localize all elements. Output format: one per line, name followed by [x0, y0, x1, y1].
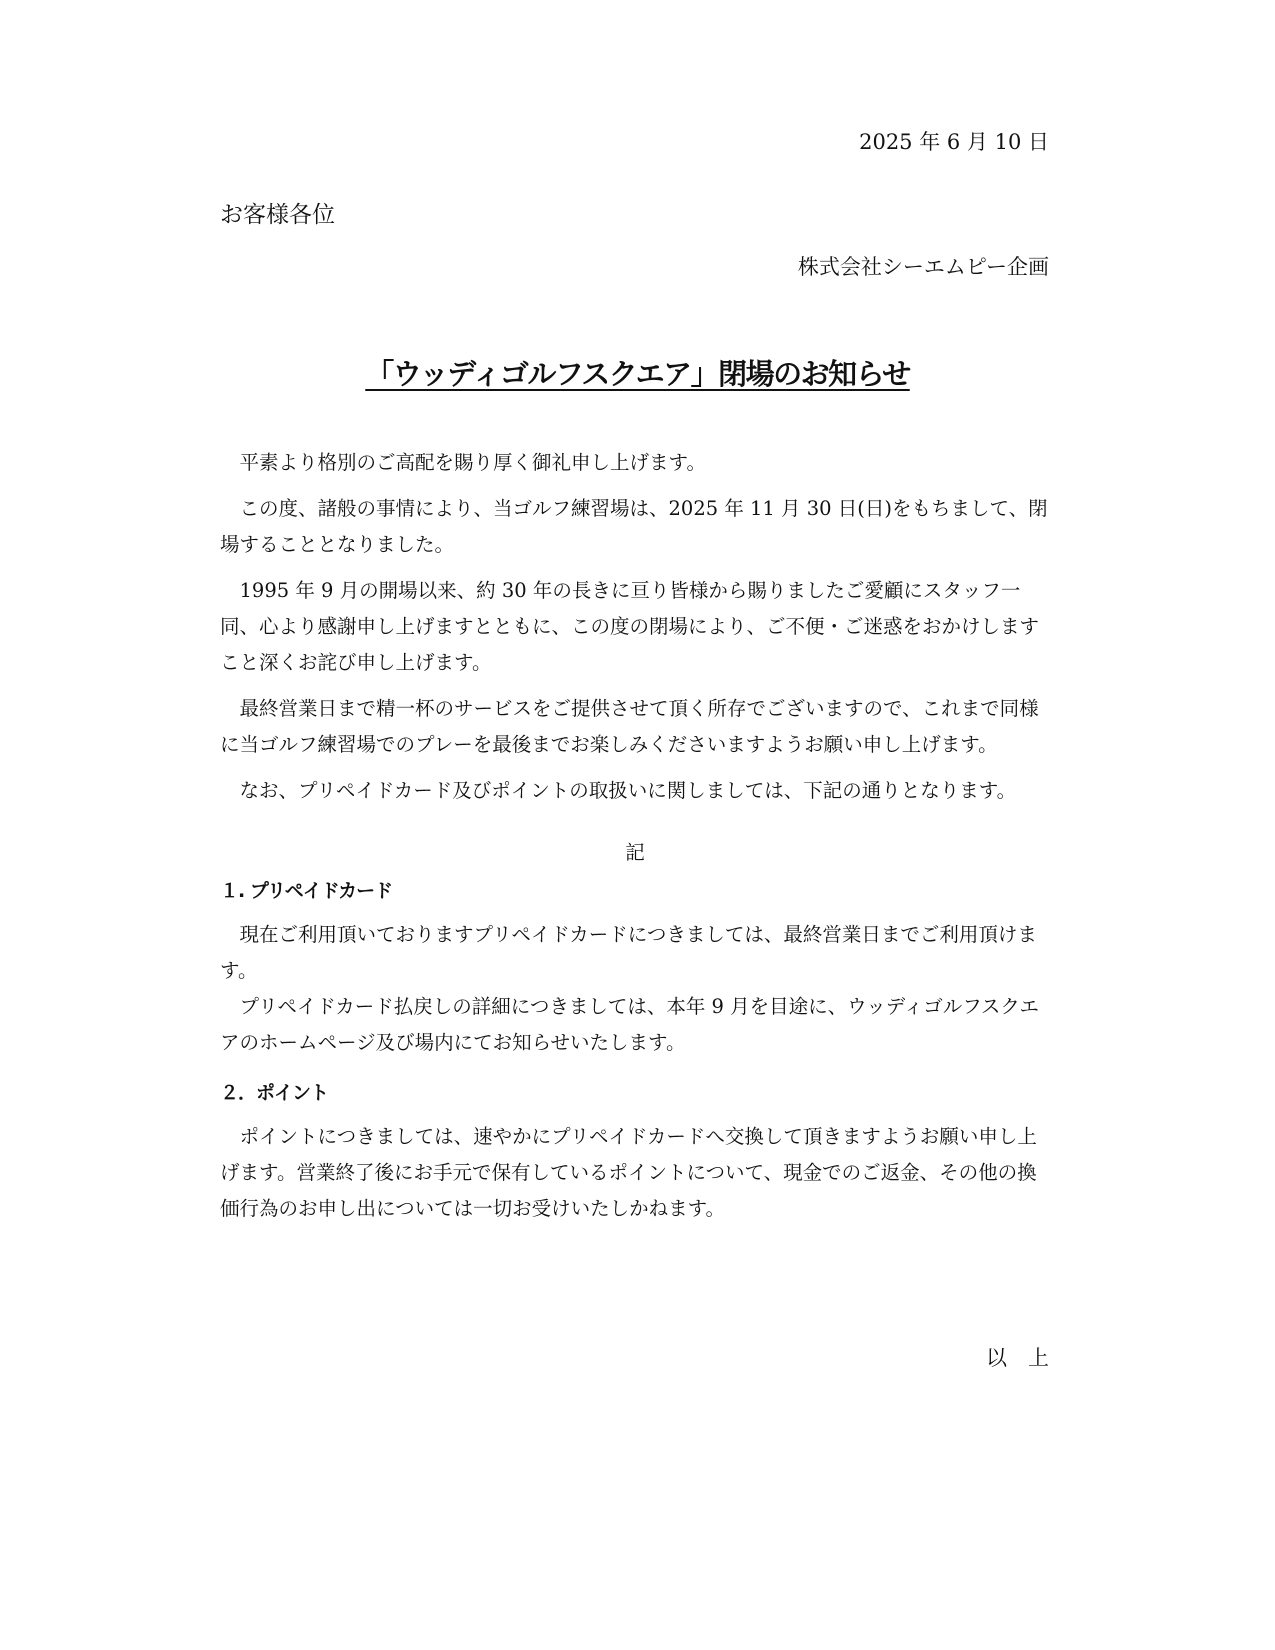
sender-company: 株式会社シーエムピー企画 — [797, 255, 1049, 279]
paragraph-greeting: 平素より格別のご高配を賜り厚く御礼申し上げます。 — [239, 451, 706, 474]
paragraph-final-service: 最終営業日まで精一杯のサービスをご提供させて頂く所存でございますので、これまで同様に当ゴルフ練習場でのプレーを最後までお楽しみくださいますようお願い申し上げます。 — [220, 697, 1039, 756]
closing-mark: 以 上 — [986, 1346, 1049, 1370]
paragraph-gratitude: 1995 年 9 月の開場以来、約 30 年の長きに亘り皆様から賜りましたご愛顧にスタッフ一同、心より感謝申し上げますとともに、この度の閉場により、ご不便・ご迷惑をおかけしますこと深くお詫び申し上げます。 — [220, 579, 1040, 674]
ki-marker: 記 — [625, 841, 645, 864]
section-heading-points: ２．ポイント — [220, 1082, 329, 1104]
notice-title-wrapper — [0, 354, 1275, 394]
section-heading-prepaid-card: １. プリペイドカード — [220, 880, 393, 902]
paragraph-prepaid-refund: プリペイドカード払戻しの詳細につきましては、本年 9 月を目途に、ウッディゴルフスクエアのホームページ及び場内にてお知らせいたします。 — [220, 995, 1040, 1054]
paragraph-points: ポイントにつきましては、速やかにプリペイドカードへ交換して頂きますようお願い申し上げます。営業終了後にお手元で保有しているポイントについて、現金でのご返金、その他の換価行為のお申し出については一切お受けいたしかねます。 — [220, 1125, 1037, 1220]
letter-body — [220, 445, 1050, 1237]
notice-title: 「ウッディゴルフスクエア」閉場のお知らせ — [365, 357, 910, 391]
paragraph-prepaid-usage: 現在ご利用頂いておりますプリペイドカードにつきましては、最終営業日までご利用頂けます。 — [220, 923, 1037, 982]
recipient: お客様各位 — [220, 202, 335, 228]
paragraph-closure-announcement: この度、諸般の事情により、当ゴルフ練習場は、2025 年 11 月 30 日(日)をもちまして、閉場することとなりました。 — [220, 497, 1048, 556]
letter-date: 2025 年 6 月 10 日 — [859, 130, 1049, 154]
paragraph-handling-intro: なお、プリペイドカード及びポイントの取扱いに関しましては、下記の通りとなります。 — [239, 779, 1017, 802]
